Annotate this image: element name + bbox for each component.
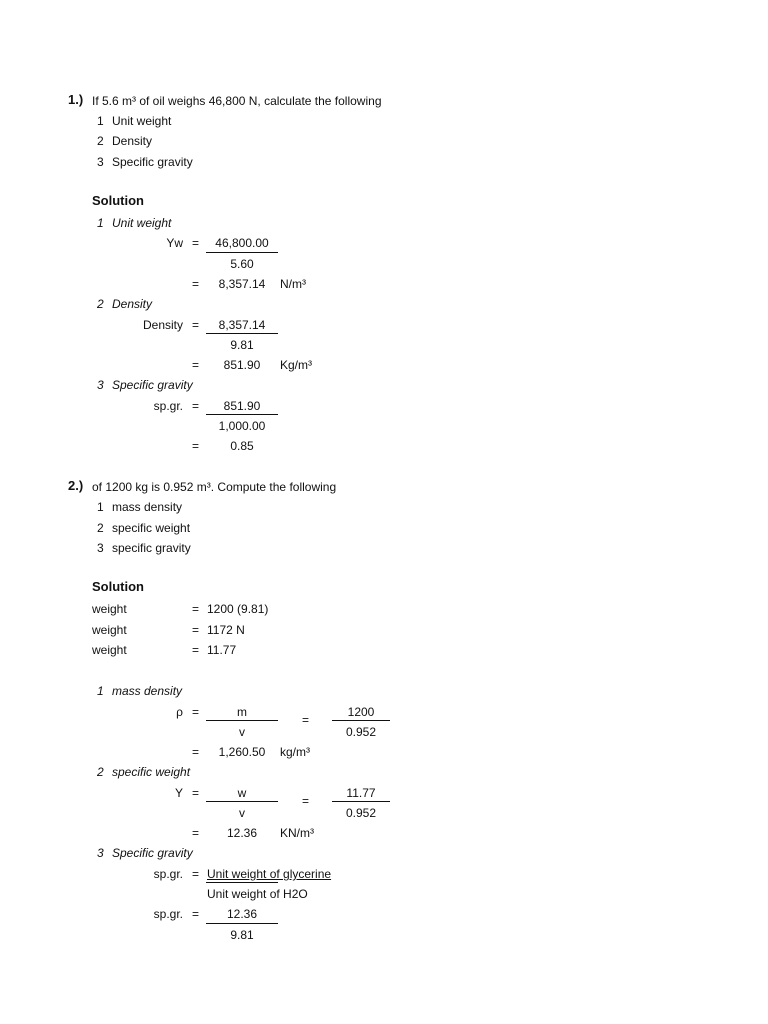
specific-gravity-numerator: 851.90 — [223, 399, 261, 413]
equals-sign: = — [192, 786, 200, 800]
problem-2-item-number: 2 — [97, 521, 104, 535]
density-heading: Density — [112, 297, 153, 311]
specific-gravity-symbol: sp.gr. — [153, 399, 183, 413]
mass-density-denominator: v — [239, 725, 245, 739]
equals-sign: = — [192, 826, 200, 840]
mass-density-symbol: ρ — [176, 705, 183, 719]
specific-gravity-heading: Specific gravity — [112, 846, 193, 860]
weight-value: 1200 (9.81) — [207, 602, 269, 616]
specific-gravity-numerator: Unit weight of glycerine — [207, 867, 332, 881]
equals-sign: = — [192, 907, 200, 921]
problem-1-item-number: 3 — [97, 155, 104, 169]
weight-label: weight — [92, 623, 127, 637]
problem-2-solution-title: Solution — [92, 579, 144, 594]
equals-sign: = — [192, 643, 200, 657]
density-result: 851.90 — [223, 358, 261, 372]
unit-weight-result: 8,357.14 — [218, 277, 266, 291]
weight-value: 11.77 — [207, 643, 237, 657]
unit-weight-denominator: 5.60 — [230, 257, 254, 271]
problem-1-number: 1.) — [68, 92, 84, 107]
problem-2-statement: of 1200 kg is 0.952 m³. Compute the following — [92, 480, 337, 494]
step-number: 1 — [97, 216, 104, 230]
equals-sign: = — [192, 318, 200, 332]
density-denominator: 9.81 — [230, 338, 254, 352]
problem-1-solution-title: Solution — [92, 193, 144, 208]
specific-weight-denominator-value: 0.952 — [345, 806, 377, 820]
specific-weight-symbol: Y — [174, 786, 183, 800]
equals-sign: = — [192, 623, 200, 637]
fraction-bar — [206, 414, 278, 415]
problem-2-item-number: 3 — [97, 541, 104, 555]
specific-gravity-numerator-value: 12.36 — [226, 907, 258, 921]
equals-sign: = — [192, 439, 200, 453]
mass-density-unit: kg/m³ — [280, 745, 310, 759]
problem-1-item-label: Specific gravity — [112, 155, 193, 169]
weight-value: 1172 N — [207, 623, 245, 637]
weight-label: weight — [92, 602, 127, 616]
problem-2-item-label: mass density — [112, 500, 183, 514]
problem-2-number: 2.) — [68, 478, 84, 493]
step-number: 2 — [97, 297, 104, 311]
fraction-bar — [206, 882, 278, 883]
specific-gravity-symbol: sp.gr. — [153, 867, 183, 881]
equals-sign: = — [192, 745, 200, 759]
mass-density-numerator-value: 1200 — [347, 705, 375, 719]
step-number: 3 — [97, 378, 104, 392]
step-number: 3 — [97, 846, 104, 860]
specific-gravity-denominator-value: 9.81 — [230, 928, 254, 942]
equals-sign: = — [192, 602, 200, 616]
problem-1-item-number: 2 — [97, 134, 104, 148]
fraction-bar — [332, 801, 390, 802]
problem-1-item-label: Density — [112, 134, 153, 148]
equals-sign: = — [302, 794, 310, 808]
specific-gravity-heading: Specific gravity — [112, 378, 193, 392]
mass-density-result: 1,260.50 — [218, 745, 266, 759]
specific-weight-unit: KN/m³ — [280, 826, 314, 840]
unit-weight-numerator: 46,800.00 — [215, 236, 269, 250]
problem-2-item-label: specific weight — [112, 521, 191, 535]
step-number: 2 — [97, 765, 104, 779]
equals-sign: = — [302, 713, 310, 727]
density-numerator: 8,357.14 — [218, 318, 266, 332]
equals-sign: = — [192, 236, 200, 250]
density-symbol: Density — [142, 318, 183, 332]
mass-density-denominator-value: 0.952 — [345, 725, 377, 739]
unit-weight-unit: N/m³ — [280, 277, 306, 291]
equals-sign: = — [192, 277, 200, 291]
fraction-bar — [332, 720, 390, 721]
specific-weight-heading: specific weight — [112, 765, 191, 779]
specific-gravity-denominator: Unit weight of H2O — [207, 887, 308, 901]
problem-1-item-label: Unit weight — [112, 114, 172, 128]
equals-sign: = — [192, 358, 200, 372]
specific-gravity-denominator: 1,000.00 — [218, 419, 266, 433]
equals-sign: = — [192, 399, 200, 413]
specific-gravity-result: 0.85 — [230, 439, 254, 453]
fraction-bar — [206, 333, 278, 334]
fraction-bar — [206, 923, 278, 924]
unit-weight-symbol: Yw — [166, 236, 183, 250]
specific-weight-result: 12.36 — [226, 826, 258, 840]
step-number: 1 — [97, 684, 104, 698]
mass-density-heading: mass density — [112, 684, 183, 698]
specific-weight-denominator: v — [239, 806, 245, 820]
density-unit: Kg/m³ — [280, 358, 313, 372]
unit-weight-heading: Unit weight — [112, 216, 172, 230]
problem-1-statement: If 5.6 m³ of oil weighs 46,800 N, calculate the following — [92, 94, 382, 108]
problem-1-item-number: 1 — [97, 114, 104, 128]
specific-gravity-symbol: sp.gr. — [153, 907, 183, 921]
equals-sign: = — [192, 867, 200, 881]
fraction-bar — [206, 720, 278, 721]
problem-2-item-label: specific gravity — [112, 541, 191, 555]
weight-label: weight — [92, 643, 127, 657]
fraction-bar — [206, 252, 278, 253]
fraction-bar — [206, 801, 278, 802]
problem-2-item-number: 1 — [97, 500, 104, 514]
specific-weight-numerator: w — [237, 786, 247, 800]
specific-weight-numerator-value: 11.77 — [346, 786, 376, 800]
mass-density-numerator: m — [237, 705, 247, 719]
equals-sign: = — [192, 705, 200, 719]
